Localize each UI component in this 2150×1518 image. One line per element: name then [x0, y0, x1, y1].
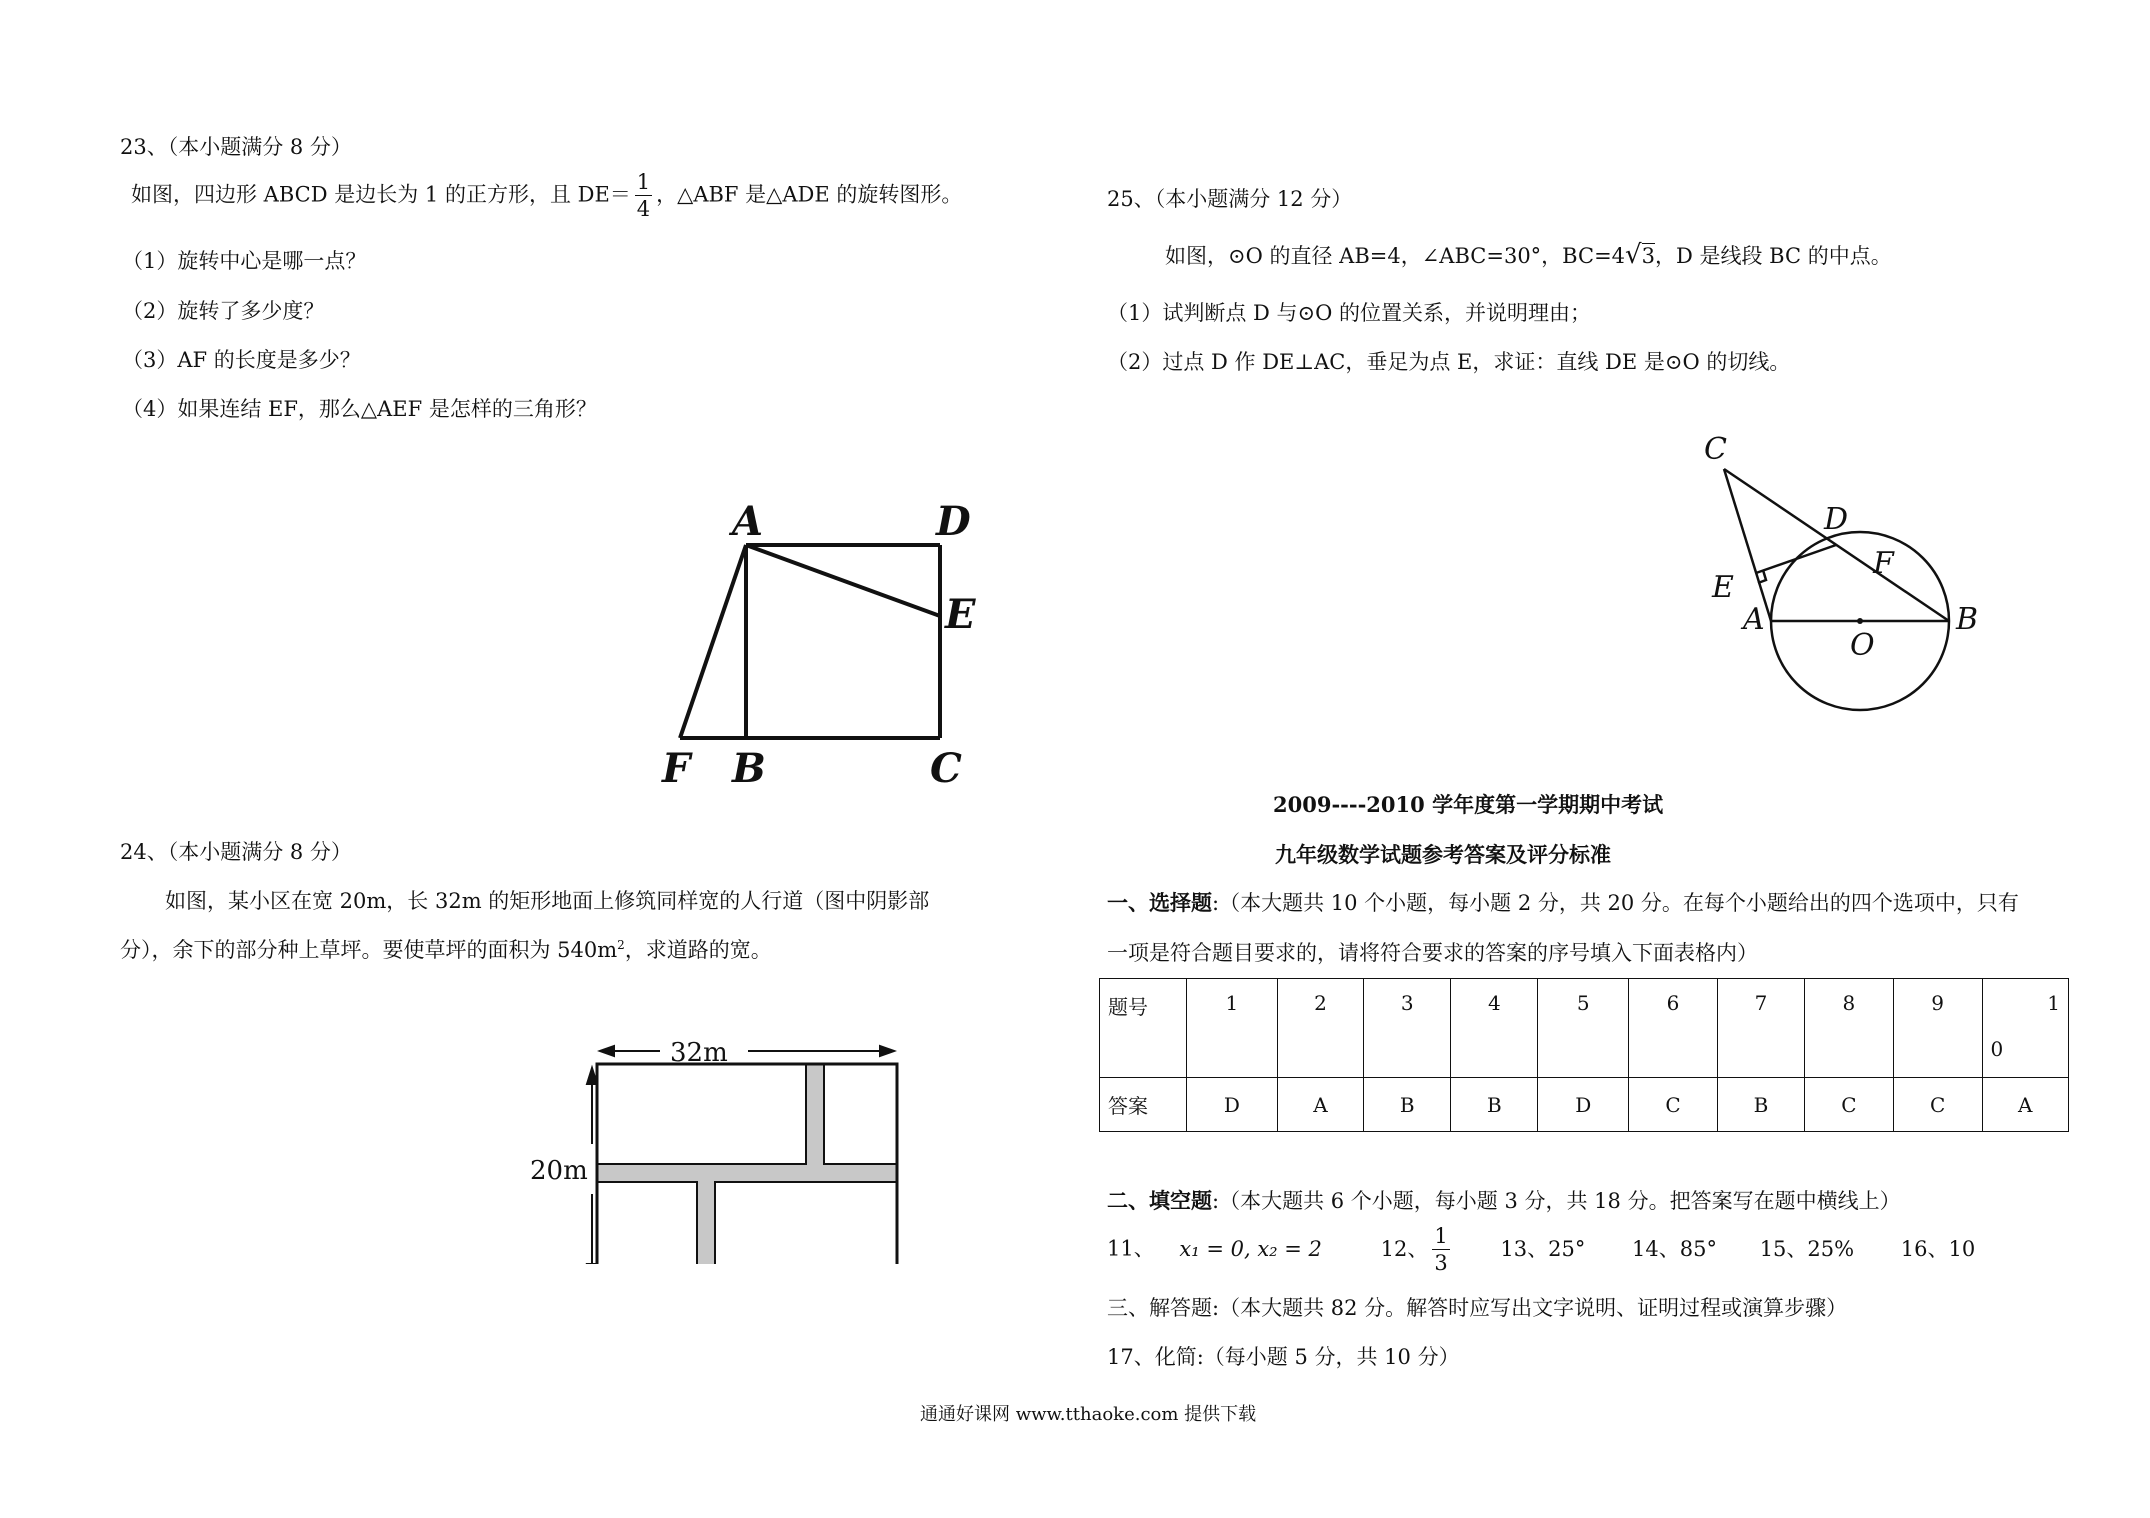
table-header-number: 题号: [1100, 979, 1187, 1078]
table-cell-number-10: [1982, 979, 2068, 1078]
label-c: C: [1704, 432, 1727, 467]
arrow-right: [880, 1046, 894, 1056]
a12-label: 12、: [1380, 1236, 1429, 1261]
q24-line-2a: 分），余下的部分种上草坪。要使草坪的面积为 540m: [120, 938, 618, 962]
a13: 13、25°: [1500, 1236, 1586, 1261]
section-3: 三、解答题:（本大题共 82 分。解答时应写出文字说明、证明过程或演算步骤）: [1107, 1296, 1848, 1320]
label-f: F: [662, 745, 691, 792]
q23-intro: [131, 172, 962, 220]
q17-line: 17、化简:（每小题 5 分，共 10 分）: [1107, 1345, 1460, 1369]
label-20m: 20m: [530, 1156, 588, 1186]
table-cell-answer: D: [1538, 1078, 1629, 1132]
label-32m: 32m: [670, 1038, 728, 1068]
q25-circle-figure: [1690, 425, 2000, 725]
table-cell-number: 3: [1364, 979, 1451, 1078]
table-cell-number: 8: [1805, 979, 1894, 1078]
q24-superscript: 2: [617, 938, 625, 952]
label-e: E: [945, 591, 976, 638]
table-cell-number: 5: [1538, 979, 1629, 1078]
q23-fraction: [635, 172, 652, 220]
label-a: A: [732, 498, 764, 545]
label-d: D: [936, 498, 971, 545]
a12-den: 3: [1434, 1251, 1448, 1275]
label-o: O: [1850, 628, 1875, 663]
label-e: E: [1712, 570, 1734, 605]
q23-item-1: （1）旋转中心是哪一点？: [122, 249, 367, 273]
section-2-text: :（本大题共 6 个小题，每小题 3 分，共 18 分。把答案写在题中横线上）: [1212, 1189, 1901, 1213]
q24-line-2: [120, 934, 772, 964]
q24-title: 24、（本小题满分 8 分）: [120, 840, 352, 864]
q24-lawn-figure: [530, 1034, 910, 1264]
label-b: B: [732, 745, 766, 792]
q23-item-2: （2）旋转了多少度？: [122, 299, 325, 323]
section-2-label: 二、填空题: [1107, 1188, 1212, 1213]
q23-square-figure: [640, 490, 1010, 800]
q23-fraction-den: 4: [636, 197, 651, 221]
table-cell-answer: B: [1364, 1078, 1451, 1132]
answers-heading-2: 九年级数学试题参考答案及评分标准: [1275, 842, 1611, 867]
table-row-answers: [1100, 1078, 2069, 1132]
q25-intro-b: ，D 是线段 BC 的中点。: [1654, 244, 1892, 268]
a11-value: x₁ = 0, x₂ = 2: [1179, 1236, 1322, 1261]
q23-title: 23、（本小题满分 8 分）: [120, 135, 352, 159]
a12-num: 1: [1434, 1224, 1448, 1248]
q25-title: 25、（本小题满分 12 分）: [1107, 187, 1353, 211]
section-1-text-2: 一项是符合题目要求的，请将符合要求的答案的序号填入下面表格内）: [1107, 941, 1758, 965]
segment-ae: [746, 545, 940, 616]
road-fill-upper: [807, 1065, 823, 1181]
label-a: A: [1743, 602, 1765, 637]
road-fill-lower: [698, 1165, 714, 1264]
table-row-numbers: [1100, 979, 2069, 1078]
center-o-dot: [1857, 618, 1863, 624]
section-2: [1107, 1185, 1901, 1215]
q25-intro-a: 如图，⊙O 的直径 AB=4，∠ABC=30°，BC=4: [1165, 244, 1626, 268]
section-1: [1107, 887, 2019, 917]
a12-fraction: [1432, 1226, 1449, 1274]
table-cell-answer: C: [1805, 1078, 1894, 1132]
fill-answers: [1107, 1226, 1975, 1274]
tenth-bottom-digit: 0: [1990, 1037, 2004, 1061]
q24-line-1: 如图，某小区在宽 20m，长 32m 的矩形地面上修筑同样宽的人行道（图中阴影部: [165, 889, 930, 913]
label-b: B: [1956, 602, 1979, 637]
table-cell-answer: B: [1451, 1078, 1538, 1132]
segment-cb: [1724, 469, 1949, 621]
table-cell-answer: D: [1187, 1078, 1278, 1132]
sqrt-icon: √: [1625, 240, 1642, 270]
table-cell-number: 1: [1187, 979, 1278, 1078]
table-cell-number: 6: [1629, 979, 1718, 1078]
table-cell-number: 2: [1277, 979, 1363, 1078]
table-cell-number: 4: [1451, 979, 1538, 1078]
q25-item-2: （2）过点 D 作 DE⊥AC，垂足为点 E，求证：直线 DE 是⊙O 的切线。: [1107, 350, 1791, 374]
answer-table: [1099, 978, 2069, 1132]
segment-af: [680, 545, 746, 738]
a14: 14、85°: [1632, 1236, 1717, 1261]
q25-intro: [1165, 240, 1892, 270]
q25-sqrt-value: 3: [1641, 244, 1655, 268]
q23-item-3: （3）AF 的长度是多少？: [122, 348, 361, 372]
section-1-text: :（本大题共 10 个小题，每小题 2 分，共 20 分。在每个小题给出的四个选项中，只有: [1212, 891, 2019, 915]
q23-fraction-num: 1: [636, 170, 651, 194]
a11-label: 11、: [1107, 1236, 1155, 1261]
table-cell-answer: A: [1982, 1078, 2068, 1132]
label-f: F: [1873, 546, 1894, 581]
tenth-top-digit: 1: [2047, 991, 2060, 1015]
a16: 16、10: [1900, 1236, 1976, 1261]
label-d: D: [1824, 502, 1849, 537]
q23-item-4: （4）如果连结 EF，那么△AEF 是怎样的三角形？: [122, 397, 597, 421]
label-c: C: [930, 745, 962, 792]
table-cell-answer: C: [1629, 1078, 1718, 1132]
table-cell-answer: B: [1717, 1078, 1804, 1132]
table-cell-answer: A: [1277, 1078, 1363, 1132]
road-fill: [598, 1165, 896, 1181]
table-header-answer: 答案: [1100, 1078, 1187, 1132]
a15: 15、25%: [1759, 1236, 1855, 1261]
q23-intro-b: ，△ABF 是△ADE 的旋转图形。: [656, 182, 963, 207]
answers-heading-1: 2009----2010 学年度第一学期期中考试: [1273, 792, 1664, 817]
arrow-left: [600, 1046, 614, 1056]
q24-line-2b: ，求道路的宽。: [624, 938, 772, 962]
table-cell-number: 9: [1893, 979, 1982, 1078]
section-1-label: 一、选择题: [1107, 890, 1212, 915]
q23-intro-a: 如图，四边形 ABCD 是边长为 1 的正方形，且 DE＝: [131, 182, 631, 207]
q25-item-1: （1）试判断点 D 与⊙O 的位置关系，并说明理由；: [1107, 301, 1592, 325]
footer: 通通好课网 www.tthaoke.com 提供下载: [920, 1404, 1257, 1425]
table-cell-number: 7: [1717, 979, 1804, 1078]
segment-ed: [1756, 545, 1836, 573]
table-cell-answer: C: [1893, 1078, 1982, 1132]
